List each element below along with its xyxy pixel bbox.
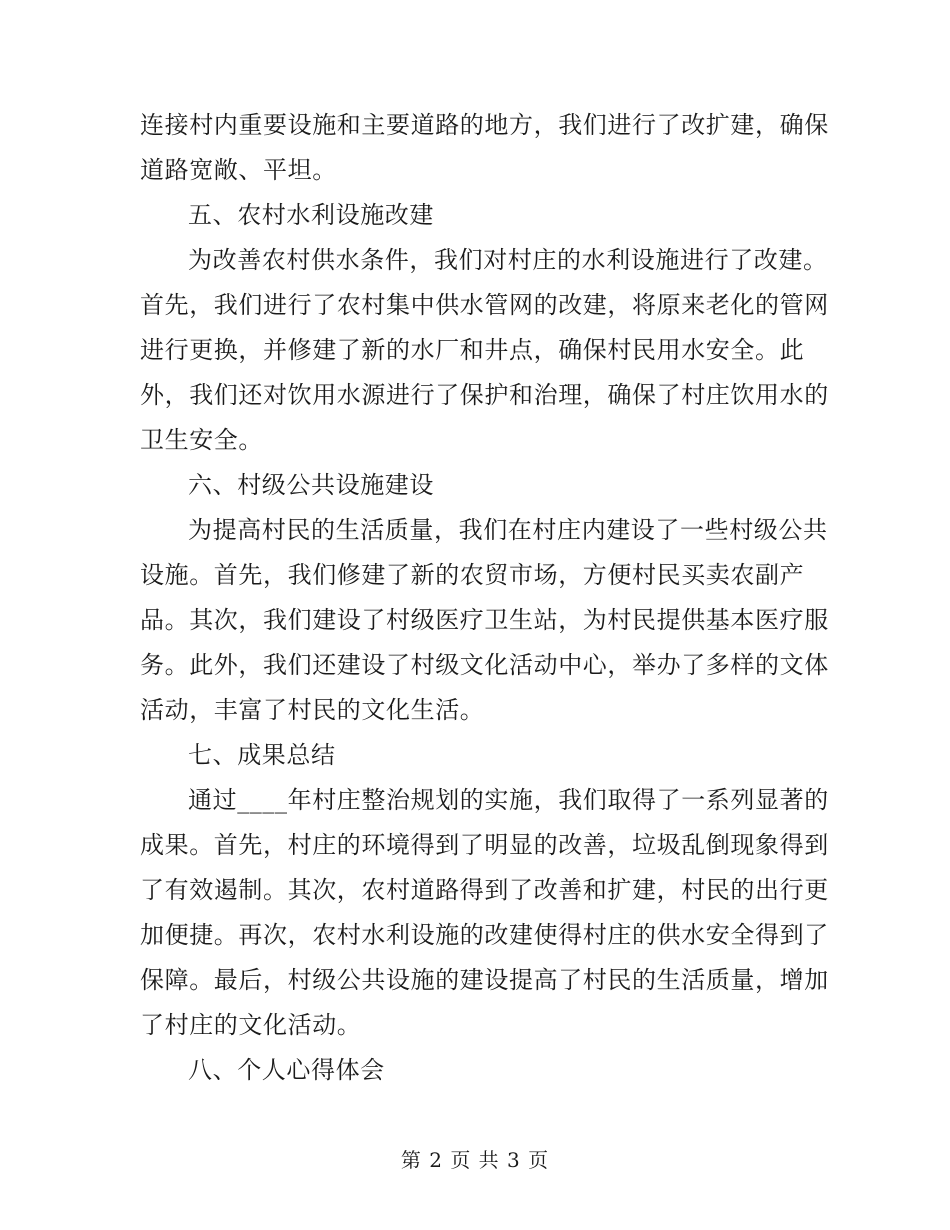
paragraph-line: 首先，我们进行了农村集中供水管网的改建，将原来老化的管网	[140, 291, 829, 319]
paragraph-line: 了有效遏制。其次，农村道路得到了改善和扩建，村民的出行更	[140, 876, 829, 904]
paragraph-line: 连接村内重要设施和主要道路的地方，我们进行了改扩建，确保	[140, 111, 829, 139]
paragraph-line: 务。此外，我们还建设了村级文化活动中心，举办了多样的文体	[140, 651, 829, 679]
page-number-footer: 第 2 页 共 3 页	[400, 1148, 550, 1172]
paragraph-line: 外，我们还对饮用水源进行了保护和治理，确保了村庄饮用水的	[140, 381, 829, 409]
paragraph-line: 进行更换，并修建了新的水厂和井点，确保村民用水安全。此	[140, 336, 805, 364]
paragraph-line: 卫生安全。	[140, 426, 263, 454]
paragraph-line: 保障。最后，村级公共设施的建设提高了村民的生活质量，增加	[140, 966, 829, 994]
paragraph-line: 通过____年村庄整治规划的实施，我们取得了一系列显著的	[188, 786, 829, 814]
section-heading: 八、个人心得体会	[188, 1056, 385, 1084]
paragraph-line: 活动，丰富了村民的文化生活。	[140, 696, 485, 724]
paragraph-line: 成果。首先，村庄的环境得到了明显的改善，垃圾乱倒现象得到	[140, 831, 829, 859]
section-heading: 七、成果总结	[188, 741, 336, 769]
paragraph-line: 道路宽敞、平坦。	[140, 156, 337, 184]
section-heading: 六、村级公共设施建设	[188, 471, 434, 499]
paragraph-line: 为提高村民的生活质量，我们在村庄内建设了一些村级公共	[188, 516, 828, 544]
paragraph-line: 品。其次，我们建设了村级医疗卫生站，为村民提供基本医疗服	[140, 606, 829, 634]
paragraph-line: 加便捷。再次，农村水利设施的改建使得村庄的供水安全得到了	[140, 921, 829, 949]
section-heading: 五、农村水利设施改建	[188, 201, 434, 229]
document-body	[140, 103, 829, 1093]
paragraph-line: 了村庄的文化活动。	[140, 1011, 362, 1039]
paragraph-line: 为改善农村供水条件，我们对村庄的水利设施进行了改建。	[188, 246, 828, 274]
paragraph-line: 设施。首先，我们修建了新的农贸市场，方便村民买卖农副产	[140, 561, 805, 589]
